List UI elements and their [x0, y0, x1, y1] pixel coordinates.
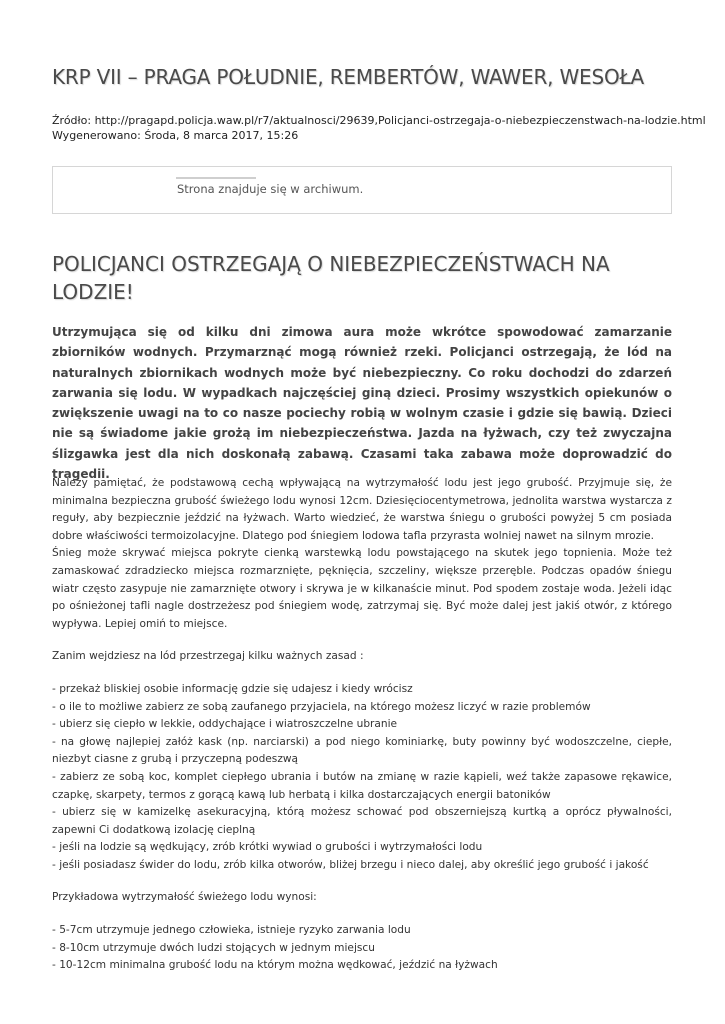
list-item: - jeśli na lodzie są wędkujący, zrób krótki wywiad o grubości i wytrzymałości lodu: [52, 841, 483, 854]
list-item: - przekaż bliskiej osobie informację gdzie się udajesz i kiedy wrócisz: [52, 682, 413, 695]
paragraph-thickness: Należy pamiętać, że podstawową cechą wpływającą na wytrzymałość lodu jest jego grubość. Przyjmuje się, że minimalna bezpieczna grubość świeżego lodu wynosi 12cm. Dziesięciocentymetrowa, jednolita warstwa wystarcza z reguły, aby bezpiecznie jeździć na łyżwach. Warto wiedzieć, że warstwa śniegu o grubości powyżej 5 cm posiada dobre właściwości termoizolacyjne. Dlatego pod śniegiem lodowa tafla przyrasta wolniej nawet na silnym mrozie.: [52, 477, 672, 542]
archive-notice-bar: [176, 177, 256, 179]
strength-intro: Przykładowa wytrzymałość świeżego lodu wynosi:: [52, 891, 317, 904]
archive-notice-text: Strona znajduje się w archiwum.: [177, 182, 364, 196]
list-item: - ubierz się ciepło w lekkie, oddychające i wiatroszczelne ubranie: [52, 718, 398, 731]
list-item: - 8-10cm utrzymuje dwóch ludzi stojących w jednym miejscu: [52, 941, 375, 954]
list-item: - 5-7cm utrzymuje jednego człowieka, istnieje ryzyko zarwania lodu: [52, 924, 411, 937]
list-item: - zabierz ze sobą koc, komplet ciepłego ubrania i butów na zmianę w razie kąpieli, weź także zapasowe rękawice, czapkę, skarpety, termos z gorącą kawą lub herbatą i kilka dostarczających energii batoników: [52, 770, 672, 801]
list-item: - jeśli posiadasz świder do lodu, zrób kilka otworów, bliżej brzegu i nieco dalej, aby określić jego grubość i jakość: [52, 858, 649, 871]
article-body: [52, 475, 672, 975]
list-item: - ubierz się w kamizelkę asekuracyjną, którą możesz schować pod obszerniejszą kurtką a oprócz pływalności, zapewni Ci dodatkową izolację cieplną: [52, 806, 672, 836]
site-title: KRP VII – PRAGA POŁUDNIE, REMBERTÓW, WAWER, WESOŁA: [52, 65, 645, 89]
paragraph-snow: Śnieg może skrywać miejsca pokryte cienką warstewką lodu powstającego na skutek jego topnienia. Może też zamaskować zdradziecko miejsca rozmarznięte, pęknięcia, szczeliny, większe przeręble. Podczas opadów śniegu wiatr często zasypuje nie zamarznięte otwory i skrywa je w kilkanaście minut. Pod spodem zostaje woda. Jeżeli idąc po ośnieżonej tafli nagle dostrzeżesz pod śniegiem wodę, zatrzymaj się. Być może dalej jest jakiś otwór, z którego wypływa. Lepiej omiń to miejsce.: [52, 547, 672, 630]
article-title: POLICJANCI OSTRZEGAJĄ O NIEBEZPIECZEŃSTWACH NA LODZIE!: [52, 252, 610, 304]
list-item: - o ile to możliwe zabierz ze sobą zaufanego przyjaciela, na którego możesz liczyć w razie problemów: [52, 700, 591, 713]
source-line: Źródło: http://pragapd.policja.waw.pl/r7/aktualnosci/29639,Policjanci-ostrzegaja-o-niebezpieczenstwach-na-lodzie.html: [52, 114, 706, 127]
archive-notice-box: [52, 166, 672, 214]
rules-intro: Zanim wejdziesz na lód przestrzegaj kilku ważnych zasad :: [52, 650, 364, 663]
article-lead: Utrzymująca się od kilku dni zimowa aura może wkrótce spowodować zamarzanie zbiorników wodnych. Przymarznąć mogą również rzeki. Policjanci ostrzegają, że lód na naturalnych zbiornikach wodnych może być niebezpieczny. Co roku dochodzi do zdarzeń zarwania się lodu. W wypadkach najczęściej giną dzieci. Prosimy wszystkich opiekunów o zwiększenie uwagi na to co nasze pociechy robią w wolnym czasie i gdzie się bawią. Dzieci nie są świadome jakie grożą im niebezpieczeństwa. Jazda na łyżwach, czy też zwyczajna ślizgawka jest dla nich doskonałą zabawą. Czasami taka zabawa może doprowadzić do tragedii.: [52, 325, 672, 482]
generated-line: Wygenerowano: Środa, 8 marca 2017, 15:26: [52, 129, 299, 142]
list-item: - na głowę najlepiej załóż kask (np. narciarski) a pod niego kominiarkę, buty powinny być wodoszczelne, ciepłe, niezbyt ciasne z grubą i przyczepną podeszwą: [52, 735, 672, 766]
document-meta: [52, 113, 706, 143]
list-item: - 10-12cm minimalna grubość lodu na którym można wędkować, jeździć na łyżwach: [52, 959, 498, 972]
